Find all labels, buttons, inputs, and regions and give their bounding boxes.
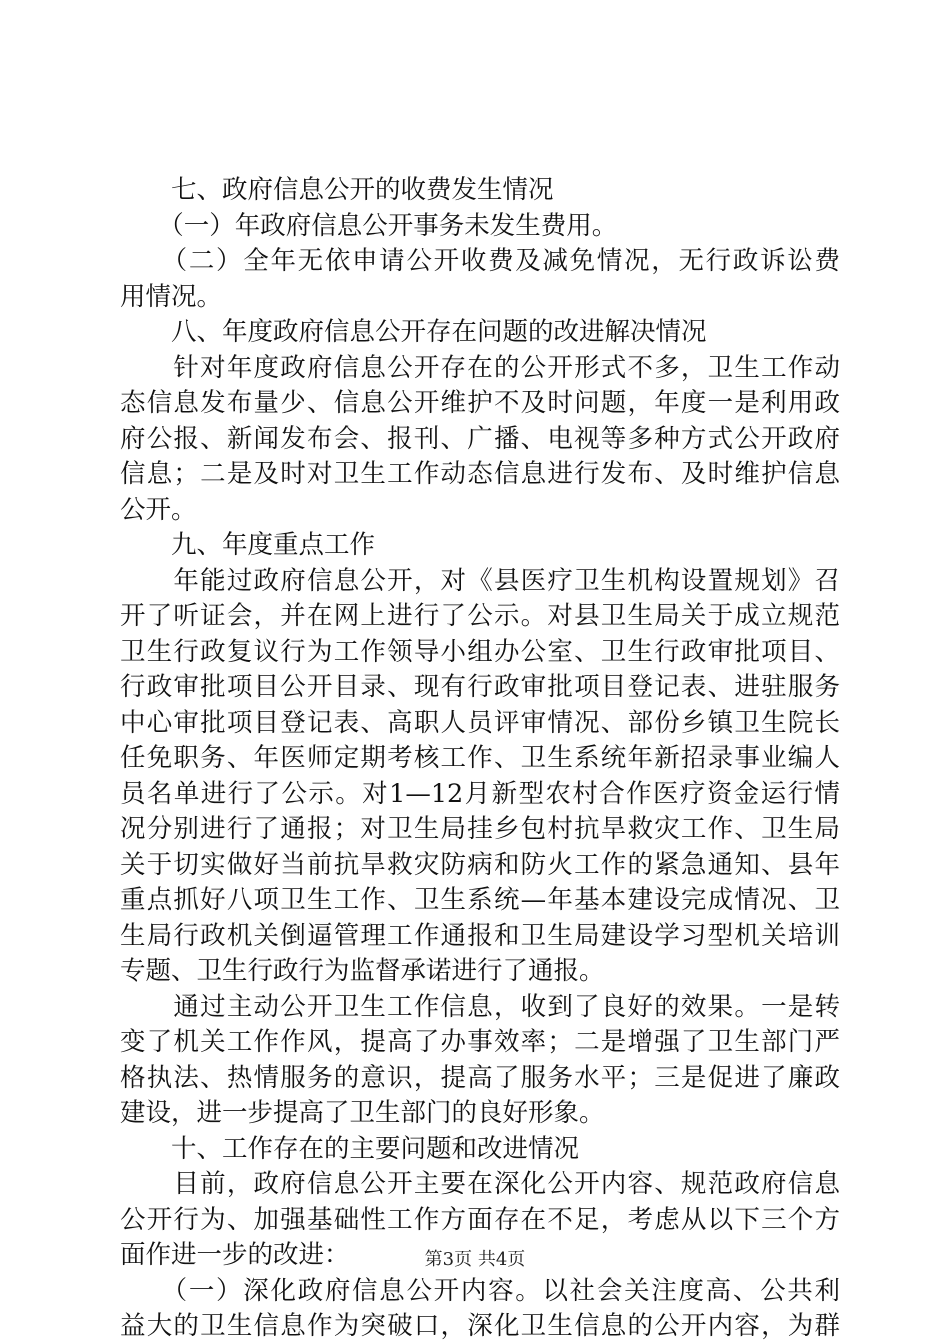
text-line: 通过主动公开卫生工作信息，收到了良好的效果。一是转 xyxy=(120,991,840,1022)
text-line: 变了机关工作作风，提高了办事效率；二是增强了卫生部门严 xyxy=(120,1027,840,1057)
text-line: 七、政府信息公开的收费发生情况 xyxy=(120,175,554,205)
text-line: 用情况。 xyxy=(120,281,223,312)
page-footer: 第3页 共4页 xyxy=(424,1249,526,1270)
text-line: （一）深化政府信息公开内容。以社会关注度高、公共利 xyxy=(120,1275,840,1306)
text-line: 开了听证会，并在网上进行了公示。对县卫生局关于成立规范 xyxy=(120,601,840,631)
text-line: 九、年度重点工作 xyxy=(120,530,376,560)
text-line: 中心审批项目登记表、高职人员评审情况、部份乡镇卫生院长 xyxy=(120,707,840,738)
text-line: 任免职务、年医师定期考核工作、卫生系统年新招录事业编人 xyxy=(120,743,840,773)
text-line: 卫生行政复议行为工作领导小组办公室、卫生行政审批项目、 xyxy=(120,636,840,667)
text-line: 面作进一步的改进： xyxy=(120,1240,350,1270)
text-line: 目前，政府信息公开主要在深化公开内容、规范政府信息 xyxy=(120,1169,840,1199)
text-line: 格执法、热情服务的意识，提高了服务水平；三是促进了廉政 xyxy=(120,1062,840,1093)
text-line: 信息；二是及时对卫生工作动态信息进行发布、及时维护信息 xyxy=(120,459,840,489)
text-line: 府公报、新闻发布会、报刊、广播、电视等多种方式公开政府 xyxy=(120,423,840,454)
text-line: 年能过政府信息公开，对《县医疗卫生机构设置规划》召 xyxy=(120,565,840,596)
text-line: 公开行为、加强基础性工作方面存在不足，考虑从以下三个方 xyxy=(120,1204,840,1235)
text-line: 生局行政机关倒逼管理工作通报和卫生局建设学习型机关培训 xyxy=(120,920,840,951)
text-line: 态信息发布量少、信息公开维护不及时问题，年度一是利用政 xyxy=(120,388,840,418)
text-line: 关于切实做好当前抗旱救灾防病和防火工作的紧急通知、县年 xyxy=(120,849,840,880)
text-line: 建设，进一步提高了卫生部门的良好形象。 xyxy=(120,1098,605,1128)
text-line: 针对年度政府信息公开存在的公开形式不多，卫生工作动 xyxy=(120,352,840,383)
text-line: 重点抓好八项卫生工作、卫生系统—年基本建设完成情况、卫 xyxy=(120,885,840,915)
text-line: 益大的卫生信息作为突破口，深化卫生信息的公开内容，为群 xyxy=(120,1311,840,1341)
text-line: 员名单进行了公示。对1—12月新型农村合作医疗资金运行情 xyxy=(120,778,840,809)
text-line: （二）全年无依申请公开收费及减免情况，无行政诉讼费 xyxy=(120,246,840,276)
text-line: 十、工作存在的主要问题和改进情况 xyxy=(120,1133,580,1164)
text-line: 况分别进行了通报；对卫生局挂乡包村抗旱救灾工作、卫生局 xyxy=(120,814,840,844)
text-line: 公开。 xyxy=(120,494,197,525)
text-line: （一）年政府信息公开事务未发生费用。 xyxy=(120,210,618,241)
text-line: 专题、卫生行政行为监督承诺进行了通报。 xyxy=(120,956,605,986)
text-line: 行政审批项目公开目录、现有行政审批项目登记表、进驻服务 xyxy=(120,672,840,702)
text-line: 八、年度政府信息公开存在问题的改进解决情况 xyxy=(120,317,707,347)
